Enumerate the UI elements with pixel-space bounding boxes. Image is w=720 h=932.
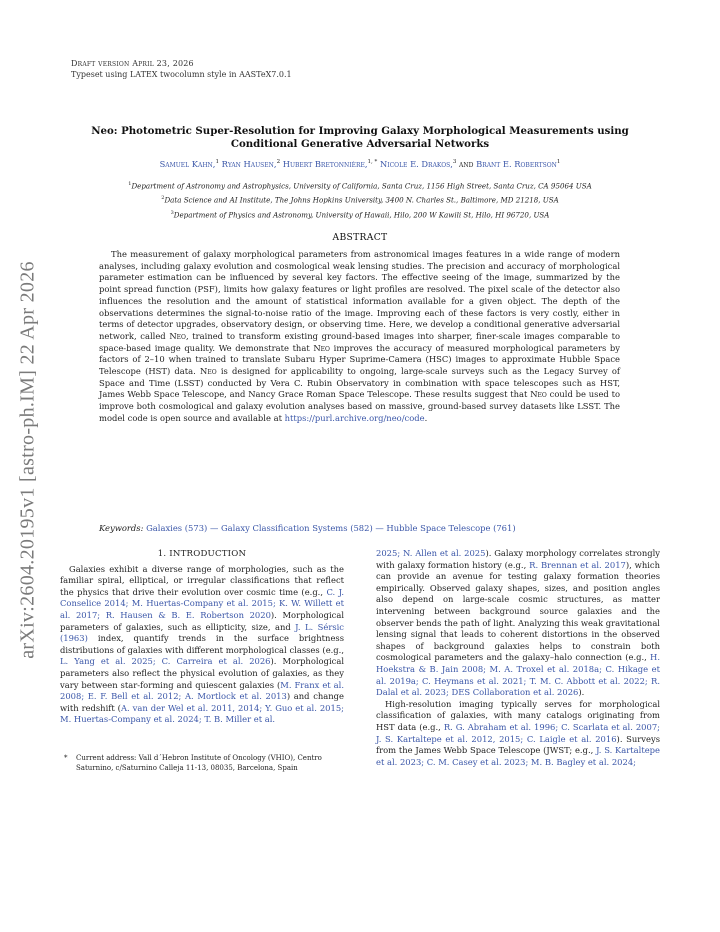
affiliation-number: 2: [161, 195, 165, 202]
section-heading: 1. INTRODUCTION: [157, 549, 247, 559]
footnote-mark: *: [64, 754, 68, 762]
paragraph: [60, 564, 344, 726]
affiliation-text: Data Science and AI Institute, The Johns Hopkins University, 3400 N. Charles St., Baltimore, MD 21218, USA: [164, 195, 559, 205]
model-name: Neo: [169, 330, 186, 341]
text-segment: ). Galaxy morphology correlates strongly with galaxy formation history (e.g.,: [376, 548, 660, 570]
author-name[interactable]: Brant E. Robertson: [476, 158, 557, 169]
affiliation-text: Department of Physics and Astronomy, University of Hawaii, Hilo, 200 W Kawili St, Hilo, HI 96720, USA: [173, 210, 550, 220]
abstract-segment: .: [424, 412, 428, 423]
text-segment: ) and change with redshift (: [60, 691, 344, 713]
keywords-value[interactable]: Galaxies (573) — Galaxy Classification Systems (582) — Hubble Space Telescope (761): [146, 523, 516, 533]
model-name: Neo: [313, 342, 330, 353]
author-name[interactable]: Nicole E. Drakos,: [379, 158, 453, 169]
author-name[interactable]: Hubert Bretonnière,: [282, 158, 368, 169]
masthead: [71, 58, 292, 80]
author-affil-mark: 1, *: [367, 159, 378, 165]
citation-link[interactable]: J. S. Kartaltepe et al. 2023; C. M. Casey et al. 2023; M. B. Bagley et al. 2024;: [376, 745, 660, 767]
affiliation-number: 3: [170, 209, 174, 216]
typeset-note: Typeset using LATEX twocolumn style in AASTeX7.0.1: [71, 70, 292, 79]
model-name: Neo: [530, 389, 547, 400]
citation-link[interactable]: A. van der Wel et al. 2011, 2014; Y. Guo et al. 2015; M. Huertas-Company et al. 2024; T. B. Miller et al.: [60, 702, 344, 725]
author-conjunction: and: [459, 158, 474, 169]
affiliation: [60, 192, 660, 206]
text-segment: index, quantify trends in the surface brightness distributions of galaxies with different morphological classes (e.g.,: [60, 633, 344, 655]
abstract-segment: improves the accuracy of measured morphological parameters by factors of 2–10 when trained to translate Subaru Hyper Suprime-Camera (HSC) images to approximate Hubble Space Telescope (HST) data.: [99, 342, 620, 377]
abstract-segment: The measurement of galaxy morphological parameters from astronomical images features in a wide range of modern analyses, including galaxy evolution and cosmological weak lensing studies. The precision and accuracy of morphological parameter estimation can be influenced by several key factors. The effective seeing of the image, summarized by the point spread function (PSF), limits how galaxy features or light profiles are resolved. The pixel scale of the detector also influences the resolution and the amount of statistical information available for a given object. The depth of the observations determines the signal-to-noise ratio of the image. Improving each of these factors is very costly, either in terms of detector upgrades, observatory design, or observing time. Here, we develop a conditional generative adversarial network, called: [99, 249, 620, 341]
author-list: [70, 156, 650, 170]
paper-title: Neo: Photometric Super-Resolution for Improving Galaxy Morphological Measurements using Conditional Generative Adversarial Networks: [91, 125, 629, 150]
arxiv-margin: [8, 235, 48, 685]
citation-link[interactable]: 2025; N. Allen et al. 2025: [376, 548, 486, 558]
left-column: [60, 549, 344, 726]
citation-link[interactable]: M. Franx et al. 2008; E. F. Bell et al. 2012; A. Mortlock et al. 2013: [60, 679, 344, 702]
text-segment: Galaxies exhibit a diverse range of morphologies, such as the familiar spiral, elliptical, or irregular classifications that reflect the physics that drive their evolution over cosmic time (e.g.,: [60, 563, 344, 597]
citation-link[interactable]: C. J. Conselice 2014; M. Huertas-Company et al. 2015; K. W. Willett et al. 2017; R. Hausen & B. E. Robertson 2020: [60, 586, 344, 620]
abstract-text: [99, 249, 620, 425]
text-segment: ). Surveys from the James Webb Space Telescope (JWST; e.g.,: [376, 733, 661, 756]
text-segment: ).: [578, 687, 585, 698]
arxiv-identifier: arXiv:2604.20195v1 [astro-ph.IM] 22 Apr 2026: [16, 261, 39, 659]
abstract-heading: ABSTRACT: [332, 232, 388, 243]
right-column: [376, 548, 660, 768]
citation-link[interactable]: R. Brennan et al. 2017: [529, 559, 626, 570]
paragraph: [376, 699, 660, 769]
draft-version: Draft version April 23, 2026: [71, 59, 194, 68]
author-affil-mark: 1: [215, 159, 219, 165]
citation-link[interactable]: J. L. Sérsic (1963): [60, 621, 344, 644]
text-segment: High-resolution imaging typically serves for morphological classification of galaxies, with many catalogs originating from HST data (e.g.,: [376, 698, 660, 732]
author-affil-mark: 1: [556, 159, 561, 165]
citation-link[interactable]: R. G. Abraham et al. 1996; C. Scarlata et al. 2007; J. S. Kartaltepe et al. 2012, 2015; C. Laigle et al. 2016: [376, 721, 660, 744]
author-name[interactable]: Ryan Hausen,: [221, 158, 277, 169]
text-segment: ), which can provide an avenue for testing galaxy formation theories empirically. Observed galaxy shapes, sizes, and position angles also depend on large-scale cosmic structures, as matter intervening between background source galaxies and the observer bends the path of light. Analyzing this weak gravitational lensing signal that leads to coherent distortions in the observed shapes of background galaxies helps to constrain both cosmological parameters and the galaxy–halo connection (e.g.,: [376, 559, 661, 663]
citation-link[interactable]: H. Hoekstra & B. Jain 2008; M. A. Troxel et al. 2018a; C. Hikage et al. 2019a; C. Heymans et al. 2021; T. M. C. Abbott et al. 2022; R. Dalal et al. 2023; DES Collaboration et al. 2026: [376, 652, 660, 698]
citation-link[interactable]: L. Yang et al. 2025; C. Carreira et al. 2026: [60, 656, 271, 667]
text-segment: ). Morphological parameters of galaxies, such as ellipticity, size, and: [60, 609, 345, 632]
affiliation: [60, 178, 660, 192]
keywords: [99, 523, 639, 533]
author-affil-mark: 3: [452, 159, 457, 165]
abstract-segment: , trained to transform existing ground-based images into sharper, finer-scale images comparable to space-based image quality. We demonstrate that: [99, 330, 620, 353]
affiliation: [60, 207, 660, 221]
text-segment: ). Morphological parameters also reflect the physical evolution of galaxies, as they vary between star-forming and quiescent galaxies (: [60, 656, 344, 690]
author-name[interactable]: Samuel Kahn,: [159, 158, 216, 169]
paragraph: [376, 548, 660, 699]
abstract-segment: could be used to improve both cosmological and galaxy evolution analyses based on massive, ground-based survey datasets like LSST. The model code is open source and available at: [99, 389, 620, 423]
footnote: [60, 754, 344, 773]
footnote-text: Current address: Vall d´Hebron Institute of Oncology (VHIO), Centro Saturnino, c/Saturnino Calleja 11-13, 08035, Barcelona, Spain: [76, 754, 322, 772]
abstract-segment: is designed for applicability to ongoing, large-scale surveys such as the Legacy Survey of Space and Time (LSST) conducted by Vera C. Rubin Observatory in combination with space telescopes such as HST, James Webb Space Telescope, and Nancy Grace Roman Space Telescope. These results suggest that: [99, 366, 621, 400]
author-affil-mark: 2: [276, 159, 281, 165]
model-name: Neo: [200, 366, 217, 377]
affiliation-number: 1: [128, 181, 132, 187]
code-link[interactable]: https://purl.archive.org/neo/code: [284, 412, 425, 423]
affiliations: [60, 178, 660, 221]
affiliation-text: Department of Astronomy and Astrophysics, University of California, Santa Cruz, 1156 High Street, Santa Cruz, CA 95064 USA: [131, 181, 592, 191]
keywords-label: Keywords:: [99, 523, 144, 533]
